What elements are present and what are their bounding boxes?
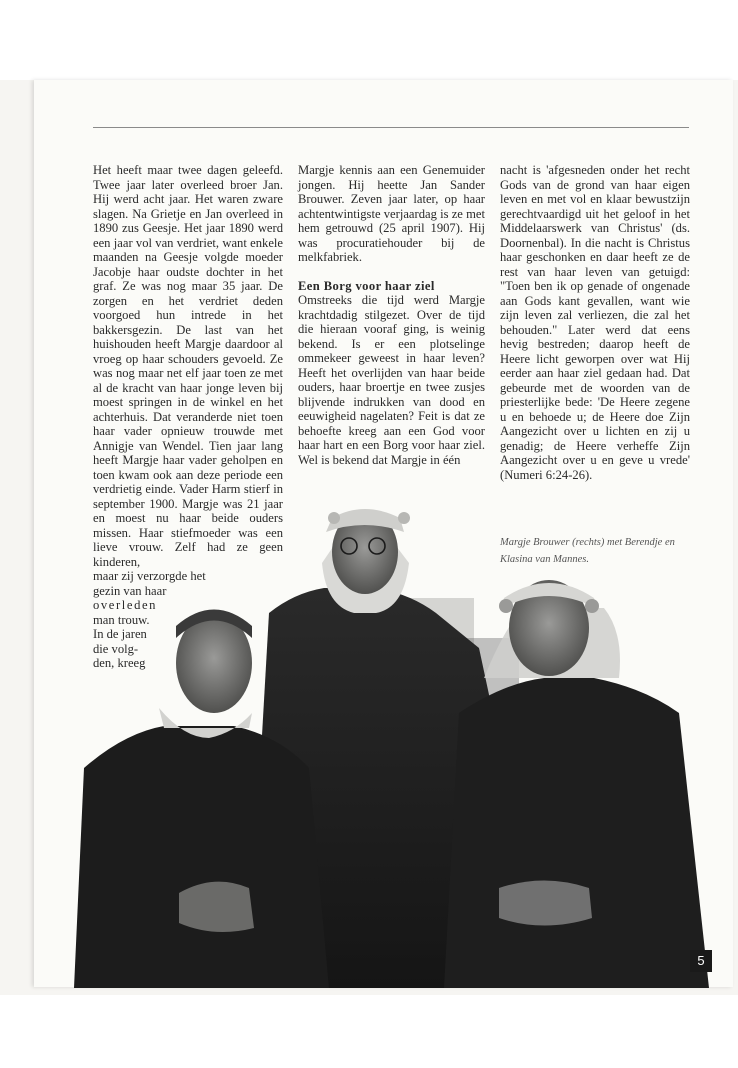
page-number-badge: 5 (690, 950, 712, 972)
article-column-3 (500, 163, 690, 482)
wrap-line: maar zij verzorgde het (93, 569, 206, 583)
column-3-paragraph: nacht is 'afgesneden onder het recht Gods van de grond van haar eigen leven en met vol en klaar bewustzijn gerechtvaardigd uit het geloof in het Middelaarswerk van Christus' (ds. Doornenbal). In die nacht is Christus haar geschonken en daar heeft ze de rest van haar leven van getuigd: "Toen ben ik op genade of ongenade aan Gods kant gevallen, want wie zijn leven zal verliezen, die zal het behouden." Later werd dat eens hevig bestreden; daarop heeft de Heere licht geworpen over wat Hij eerder aan haar ziel gedaan had. Dat gebeurde met de woorden van de priesterlijke bede: 'De Heere zegene u en behoede u; de Heere doe Zijn Aangezicht over u lichten en zij u genadig; de Heere verheffe Zijn Aangezicht over u en geve u vrede' (Numeri 6:24-26). (500, 163, 690, 482)
photo-three-women (64, 488, 722, 988)
caption-line: Margje Brouwer (rechts) met Berendje en (500, 537, 675, 548)
wrap-line: man trouw. (93, 612, 150, 627)
wrap-line: den, kreeg (93, 656, 146, 670)
article-column-2 (298, 163, 485, 467)
wrap-line: die volg- (93, 641, 139, 656)
wrap-line: gezin van haar (93, 583, 167, 598)
wrap-line: In de jaren (93, 627, 147, 641)
wrap-line: overleden (93, 598, 158, 612)
caption-line: Klasina van Mannes. (500, 554, 589, 565)
column-1-paragraph: Het heeft maar twee dagen geleefd. Twee jaar later overleed broer Jan. Hij werd acht jaar. Het waren zware slagen. Na Grietje en Jan overleed in 1890 zus Geesje. Het jaar 1890 werd een jaar vol van verdriet, want enkele maanden na Geesje volgde moeder Jacobje haar oudste dochter in het graf. Ze was nog maar 35 jaar. De zorgen en het verdriet deden voorgoed hun intrede in het bakkersgezin. De last van het huishouden heeft Margje daardoor al vroeg op haar schouders gevoeld. Ze was nog maar net elf jaar toen ze met al de kracht van haar jonge leven bij moest springen in de winkel en het achterhuis. Dat veranderde niet toen haar vader opnieuw trouwde met Annigje van Wendel. Tien jaar lang heeft Margje haar vader geholpen en toen kwam ook aan deze periode een verdrietig einde. Vader Harm stierf in september 1900. Margje was 21 jaar en moest nu haar beide ouders missen. Haar stiefmoeder was een lieve vrouw. Zelf had ze geen kinderen, (93, 163, 283, 569)
top-rule (93, 127, 689, 128)
section-heading: Een Borg voor haar ziel (298, 278, 435, 293)
column-2-paragraph-2: Omstreeks die tijd werd Margje krachtdadig stilgezet. Over de tijd die hieraan vooraf ging, is weinig bekend. Is er een plotselinge ommekeer geweest in haar leven? Heeft het overlijden van haar beide ouders, haar broertje en twee zusjes blijvende indrukken van dood en eeuwigheid nagelaten? Feit is dat ze behoefte kreeg aan een God voor haar hart en een Borg voor haar ziel. Wel is bekend dat Margje in één (298, 293, 485, 467)
column-2-paragraph-1: Margje kennis aan een Genemuider jongen. Hij heette Jan Sander Brouwer. Zeven jaar later, op haar achtentwintigste verjaardag is ze met hem getrouwd (25 april 1907). Hij was procuratiehouder bij de melkfabriek. (298, 163, 485, 264)
